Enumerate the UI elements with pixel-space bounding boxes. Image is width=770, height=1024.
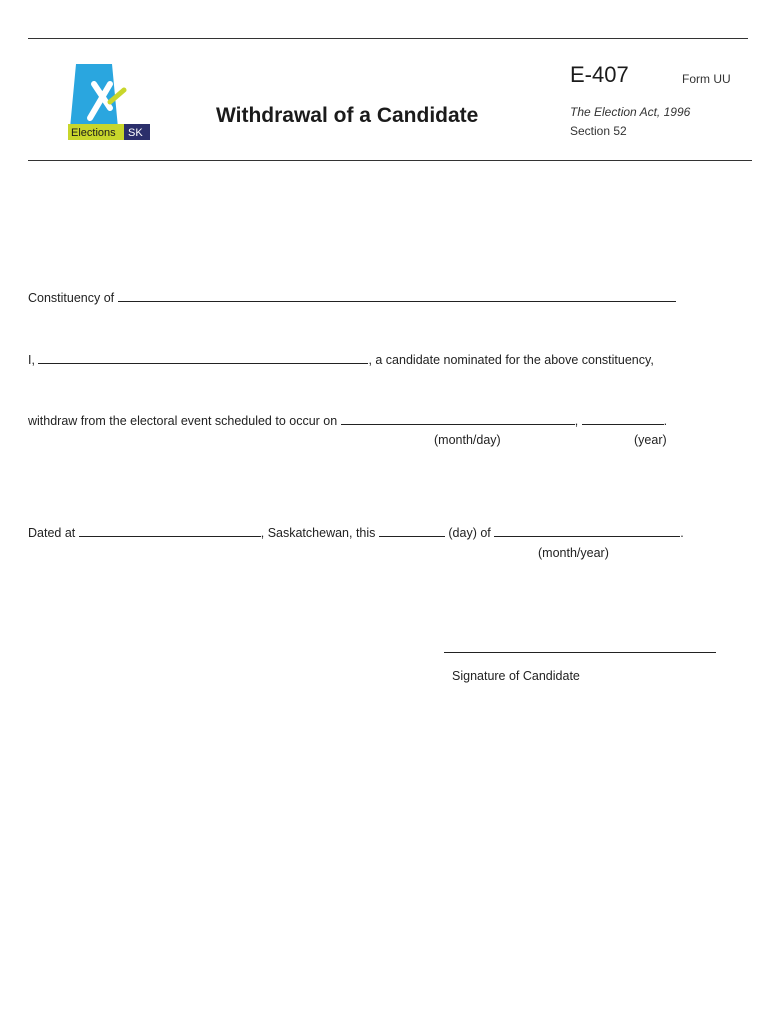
event-year-field[interactable]	[582, 412, 664, 425]
province-text: , Saskatchewan, this	[260, 526, 376, 540]
constituency-label: Constituency of	[28, 291, 115, 305]
logo-text-sk: SK	[128, 127, 143, 139]
dated-place-field[interactable]	[79, 524, 261, 537]
signature-label: Signature of Candidate	[452, 669, 580, 683]
constituency-field[interactable]	[118, 289, 676, 302]
logo-text-elections: Elections	[71, 127, 116, 139]
candidate-name-field[interactable]	[38, 351, 368, 364]
candidate-prefix: I,	[28, 353, 35, 367]
section-reference: Section 52	[570, 124, 627, 138]
withdraw-label: withdraw from the electoral event scheduled to occur on	[28, 414, 338, 428]
signature-line[interactable]	[444, 652, 716, 653]
hint-year: (year)	[634, 433, 667, 447]
month-year-field[interactable]	[494, 524, 680, 537]
day-of-text: (day) of	[448, 526, 491, 540]
day-field[interactable]	[379, 524, 445, 537]
dated-row	[28, 524, 684, 540]
header-bottom-rule	[28, 160, 752, 161]
comma: ,	[574, 414, 579, 428]
event-month-day-field[interactable]	[341, 412, 575, 425]
form-number: E-407	[570, 62, 629, 87]
act-reference: The Election Act, 1996	[570, 105, 691, 119]
hint-month-year: (month/year)	[538, 546, 609, 560]
form-code: Form UU	[682, 72, 731, 86]
hint-month-day: (month/day)	[434, 433, 501, 447]
candidate-row	[28, 351, 654, 367]
withdraw-row	[28, 412, 667, 428]
candidate-suffix: , a candidate nominated for the above constituency,	[368, 353, 654, 367]
page-title: Withdrawal of a Candidate	[216, 104, 479, 127]
period-2: .	[680, 526, 684, 540]
elections-sk-logo	[66, 62, 152, 142]
top-rule	[28, 38, 748, 39]
period: .	[663, 414, 668, 428]
dated-label: Dated at	[28, 526, 76, 540]
constituency-row	[28, 289, 676, 305]
